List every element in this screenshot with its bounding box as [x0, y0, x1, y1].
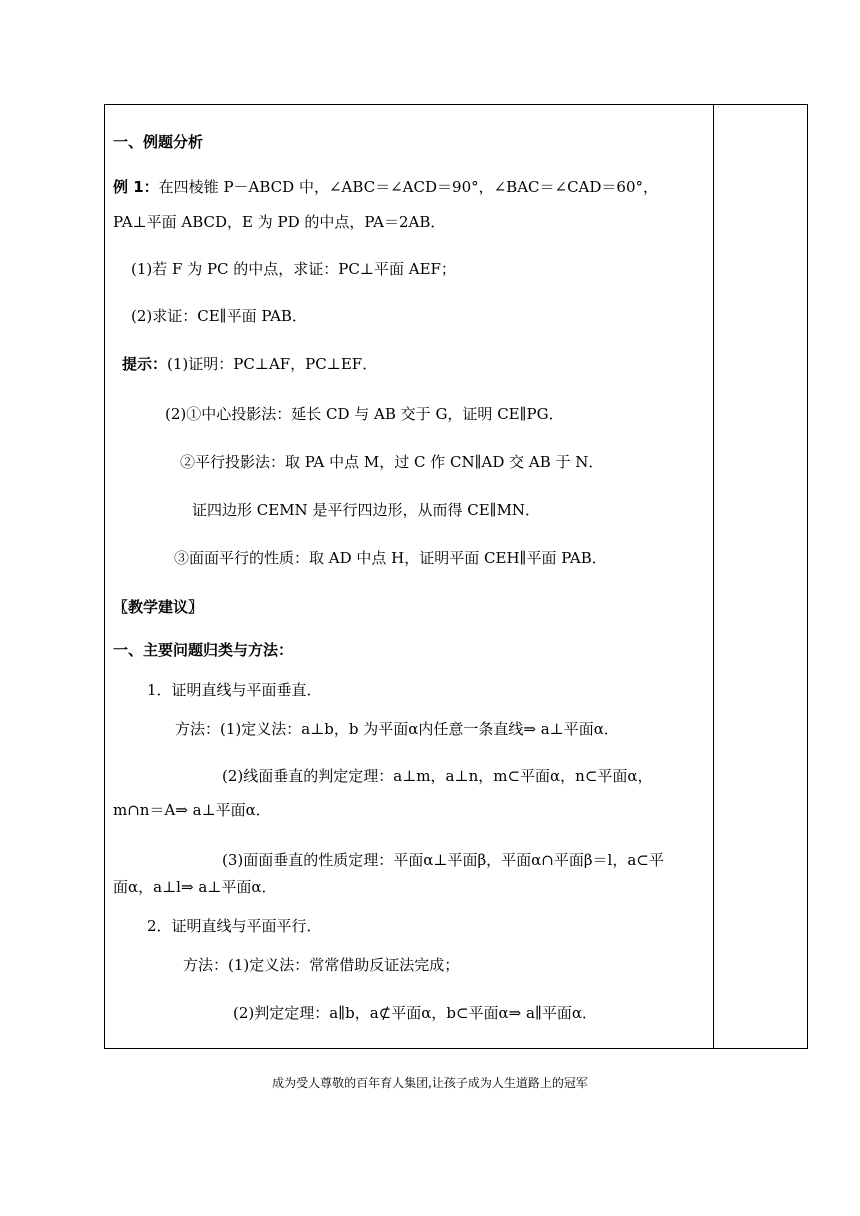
example-line-2: PA⊥平面 ABCD，E 为 PD 的中点，PA＝2AB． — [113, 213, 446, 231]
topic-1-method-1: 方法：(1)定义法：a⊥b，b 为平面α内任意一条直线⇒ a⊥平面α． — [175, 720, 619, 738]
topic-2-method-2: (2)判定定理：a∥b，a⊄平面α，b⊂平面α⇒ a∥平面α． — [233, 1004, 598, 1022]
example-line-1 — [113, 177, 658, 197]
example-label: 例 1： — [113, 178, 159, 196]
topic-2-title: 2．证明直线与平面平行． — [147, 917, 322, 935]
section-heading-example-analysis: 一、例题分析 — [113, 133, 204, 151]
section-heading-methods: 一、主要问题归类与方法： — [113, 641, 294, 659]
example-text-1: 在四棱锥 P－ABCD 中，∠ABC＝∠ACD＝90°，∠BAC＝∠CAD＝60°， — [158, 178, 659, 196]
hint-text-1: (1)证明：PC⊥AF，PC⊥EF． — [167, 355, 378, 373]
hint-label: 提示： — [122, 355, 168, 373]
topic-1-method-3a: (3)面面垂直的性质定理：平面α⊥平面β，平面α∩平面β＝l，a⊂平 — [222, 851, 664, 869]
table-column-divider — [713, 104, 714, 1049]
hint-line-3: ②平行投影法：取 PA 中点 M，过 C 作 CN∥AD 交 AB 于 N． — [180, 453, 604, 471]
topic-1-method-2a: (2)线面垂直的判定定理：a⊥m，a⊥n，m⊂平面α，n⊂平面α， — [222, 767, 653, 785]
content-table-border — [104, 104, 808, 1049]
teaching-suggestion-heading: 〖教学建议〗 — [113, 598, 204, 616]
topic-1-title: 1．证明直线与平面垂直． — [147, 681, 322, 699]
topic-2-method-1: 方法：(1)定义法：常常借助反证法完成； — [183, 956, 460, 974]
topic-1-method-3b: 面α，a⊥l⇒ a⊥平面α． — [113, 878, 277, 896]
question-1: (1)若 F 为 PC 的中点，求证：PC⊥平面 AEF； — [131, 260, 456, 278]
page-footer: 成为受人尊敬的百年育人集团,让孩子成为人生道路上的冠军 — [272, 1076, 588, 1090]
hint-line-1 — [122, 354, 377, 374]
hint-line-4: 证四边形 CEMN 是平行四边形，从而得 CE∥MN． — [192, 501, 541, 519]
hint-line-5: ③面面平行的性质：取 AD 中点 H，证明平面 CEH∥平面 PAB． — [174, 549, 607, 567]
topic-1-method-2b: m∩n＝A⇒ a⊥平面α． — [113, 801, 271, 819]
question-2: (2)求证：CE∥平面 PAB． — [131, 307, 307, 325]
hint-line-2: (2)①中心投影法：延长 CD 与 AB 交于 G，证明 CE∥PG． — [165, 405, 564, 423]
